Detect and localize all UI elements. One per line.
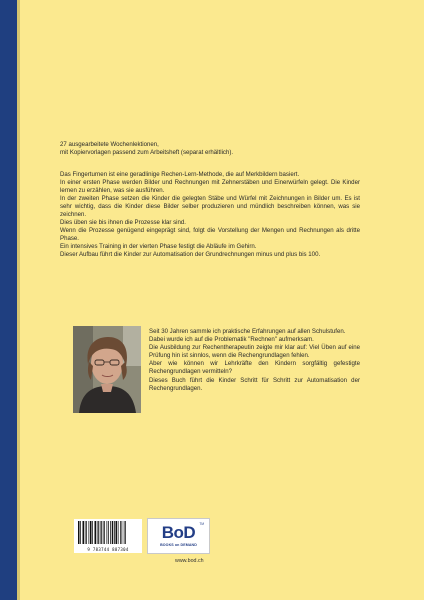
spine-edge [17, 0, 20, 600]
barcode-digits: 9 783744 887304 [87, 547, 129, 552]
publisher-url: www.bod.ch [175, 558, 204, 564]
author-portrait-image [73, 326, 141, 413]
barcode-bar [110, 521, 111, 544]
intro-block [60, 141, 360, 157]
barcode-bar [104, 521, 105, 544]
barcode-bar [112, 521, 114, 544]
barcode-bar [98, 521, 99, 544]
barcode-bar [95, 521, 97, 544]
intro-line: mit Kopiervorlagen passend zum Arbeitsheft (separat erhältlich). [60, 149, 234, 157]
description-paragraph: Wenn die Prozesse genügend eingeprägt sind, folgt die Vorstellung der Mengen und Rechnungen als dritte Phase. [60, 227, 360, 243]
barcode-bar [124, 521, 125, 544]
barcode-bar [103, 521, 104, 544]
bio-paragraph: Aber wie können wir Lehrkräfte den Kindern sorgfältig gefestigte Rechengrundlagen vermitteln? [149, 360, 360, 376]
barcode-bar [116, 521, 118, 544]
publisher-logo [147, 518, 210, 554]
isbn-barcode [74, 519, 142, 553]
barcode-bar [83, 521, 85, 544]
description-paragraph: Dies üben sie bis ihnen die Prozesse klar sind. [60, 219, 187, 227]
author-photo [73, 326, 141, 413]
barcode-bar [86, 521, 87, 544]
barcode-bar [78, 521, 80, 544]
trademark-mark: TM [199, 522, 204, 526]
barcode-bar [108, 521, 109, 544]
spine-band [0, 0, 17, 600]
barcode-bar [122, 521, 123, 544]
description-paragraph: Dieser Aufbau führt die Kinder zur Automatisation der Grundrechnungen minus und plus bis 100. [60, 251, 321, 259]
barcode-bar [89, 521, 90, 544]
barcode-bar [101, 521, 102, 544]
barcode-bar [80, 521, 81, 544]
description-paragraph: In der zweiten Phase setzen die Kinder die gelegten Stäbe und Würfel mit Zeichnungen in Bilder um. Es ist sehr wichtig, dass die Kinder diese Bilder selber produzieren und mündlich beschreiben können, was sie zeichnen. [60, 195, 360, 219]
barcode-bar [114, 521, 115, 544]
bio-paragraph: Die Ausbildung zur Rechentherapeutin zeigte mir klar auf: Viel Üben auf eine Prüfung hin ist sinnlos, wenn die Rechengrundlagen fehlen. [149, 344, 360, 360]
bio-paragraph: Dabei wurde ich auf die Problematik "Rechnen" aufmerksam. [149, 336, 314, 344]
bio-paragraph: Dieses Buch führt die Kinder Schritt für Schritt zur Automatisation der Rechengrundlagen. [149, 376, 360, 392]
barcode-bar [85, 521, 86, 544]
barcode-bar [107, 521, 108, 544]
barcode-bar [120, 521, 121, 544]
author-bio-block [149, 328, 360, 393]
barcode-bar [100, 521, 101, 544]
publisher-logo-mark: BoD [161, 523, 196, 542]
intro-line: 27 ausgearbeitete Wochenlektionen, [60, 141, 159, 148]
description-paragraph: In einer ersten Phase werden Bilder und Rechnungen mit Zehnerstäben und Einerwürfeln gelegt. Die Kinder lernen zu erzählen, was sie ausführen. [60, 179, 360, 195]
barcode-bars [74, 519, 142, 547]
description-block [60, 171, 360, 260]
barcode-bar [92, 521, 93, 544]
barcode-bar [90, 521, 92, 544]
publisher-tagline: BOOKS on DEMAND [160, 543, 197, 547]
barcode-bar [125, 521, 126, 544]
bio-paragraph: Seit 30 Jahren sammle ich praktische Erfahrungen auf allen Schulstufen. [149, 328, 346, 335]
barcode-bar [97, 521, 98, 544]
description-paragraph: Ein intensives Training in der vierten Phase festigt die Abläufe im Gehirn. [60, 243, 257, 251]
barcode-bar [118, 521, 119, 544]
description-paragraph: Das Fingerturnen ist eine geradlinige Rechen-Lern-Methode, die auf Merkbildern basiert. [60, 171, 300, 178]
